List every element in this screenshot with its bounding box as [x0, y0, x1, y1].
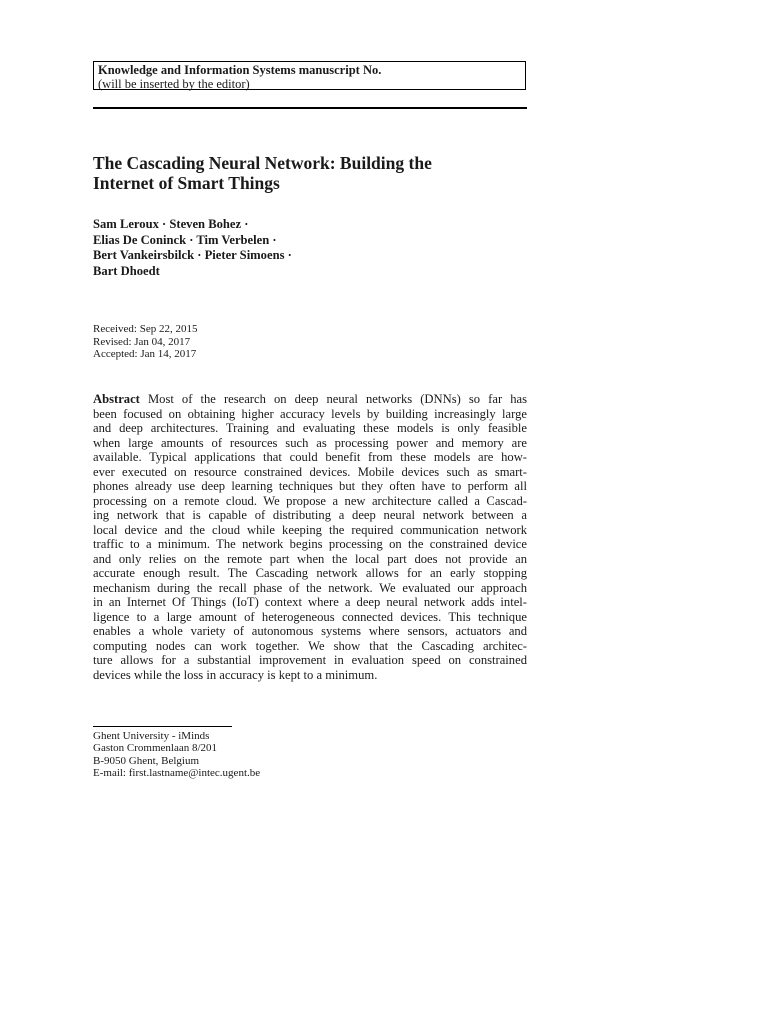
abstract-line: been focused on obtaining higher accuracy levels by building increasingly large [93, 406, 527, 421]
paper-title [93, 153, 527, 193]
affiliation-email: E-mail: first.lastname@intec.ugent.be [93, 766, 261, 779]
author-list [93, 217, 527, 279]
abstract-line: ing network that is capable of distributing a deep neural network between a [93, 508, 527, 522]
author-line: Elias De Coninck · Tim Verbelen · [93, 232, 277, 247]
abstract-heading: Abstract [93, 392, 140, 406]
abstract-line: computing nodes can work together. We show that the Cascading architec- [93, 638, 527, 653]
revised-date: Revised: Jan 04, 2017 [93, 335, 191, 348]
footnote-rule [93, 726, 232, 727]
paper-title-line: Internet of Smart Things [93, 173, 280, 193]
abstract-line: and only relies on the remote part when the local part does not provide an [93, 551, 527, 566]
affiliation [93, 730, 393, 779]
abstract-line: local device and the cloud while keeping the required communication network [93, 522, 527, 537]
author-line: Sam Leroux · Steven Bohez · [93, 217, 249, 231]
header-rule [93, 107, 527, 109]
accepted-date: Accepted: Jan 14, 2017 [93, 348, 197, 360]
abstract-line: accurate enough result. The Cascading network allows for an early stopping [93, 566, 527, 580]
abstract-line: devices while the loss in accuracy is kept to a minimum. [93, 667, 378, 682]
abstract-line: traffic to a minimum. The network begins processing on the constrained device [93, 537, 527, 551]
affiliation-institution: Ghent University - iMinds [93, 730, 210, 742]
abstract-line: processing on a remote cloud. We propose a new architecture called a Cascad- [93, 493, 527, 508]
abstract-text: Most of the research on deep neural networks (DNNs) so far has [147, 392, 527, 406]
abstract-line: mechanism during the recall phase of the network. We evaluated our approach [93, 580, 527, 595]
received-date: Received: Sep 22, 2015 [93, 323, 198, 335]
editor-note: (will be inserted by the editor) [98, 77, 250, 91]
abstract-line [93, 392, 527, 407]
abstract-line: enables a whole variety of autonomous systems where sensors, actuators and [93, 624, 527, 638]
abstract [93, 392, 527, 682]
abstract-line: and deep architectures. Training and evaluating these models is only feasible [93, 421, 527, 435]
journal-name: Knowledge and Information Systems manuscript No. [98, 63, 382, 77]
affiliation-city: B-9050 Ghent, Belgium [93, 754, 200, 767]
author-line: Bert Vankeirsbilck · Pieter Simoens · [93, 248, 292, 262]
abstract-line: when large amounts of resources such as processing power and memory are [93, 435, 527, 450]
abstract-line: ture allows for a substantial improvement in evaluation speed on constrained [93, 653, 527, 667]
abstract-line: ever executed on resource constrained devices. Mobile devices such as smart- [93, 464, 527, 479]
journal-header-box [93, 61, 526, 90]
abstract-line: available. Typical applications that could benefit from these models are how- [93, 450, 527, 464]
abstract-line: phones already use deep learning techniques but they often have to perform all [93, 479, 527, 493]
abstract-line: ligence to a large amount of heterogeneous connected devices. This technique [93, 609, 527, 624]
paper-title-line: The Cascading Neural Network: Building the [93, 153, 432, 173]
affiliation-street: Gaston Crommenlaan 8/201 [93, 742, 218, 755]
abstract-line: in an Internet Of Things (IoT) context where a deep neural network adds intel- [93, 595, 527, 609]
publication-dates [93, 323, 393, 361]
author-line: Bart Dhoedt [93, 263, 160, 278]
